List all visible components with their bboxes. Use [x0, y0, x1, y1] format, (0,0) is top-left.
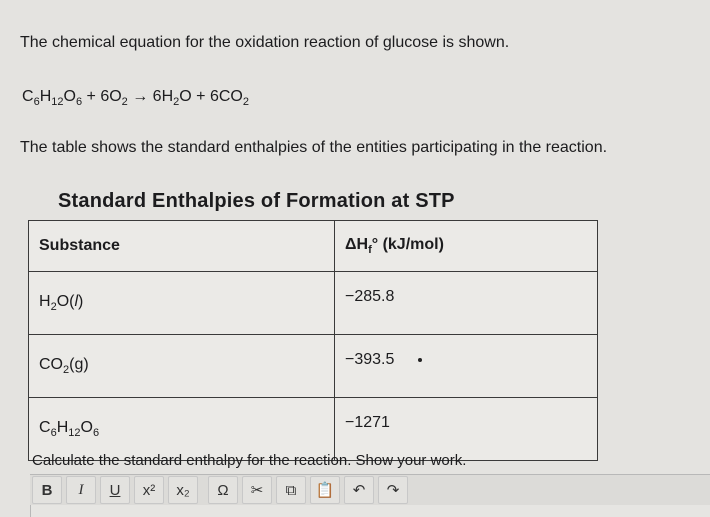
table-description: The table shows the standard enthalpies of the entities participating in the reaction.	[20, 139, 608, 156]
table-row	[29, 272, 598, 335]
table-header-row	[29, 221, 598, 272]
table-title: Standard Enthalpies of Formation at STP	[58, 190, 455, 212]
special-character-button[interactable]: Ω	[208, 476, 238, 504]
editor-toolbar	[30, 474, 710, 506]
table-row	[29, 335, 598, 398]
enthalpy-value: −393.5	[335, 335, 598, 398]
copy-icon[interactable]: ⧉	[276, 476, 306, 504]
paste-icon[interactable]: 📋	[310, 476, 340, 504]
superscript-button[interactable]: x²	[134, 476, 164, 504]
enthalpy-value: −1271	[335, 398, 598, 461]
italic-button[interactable]: I	[66, 476, 96, 504]
intro-text: The chemical equation for the oxidation reaction of glucose is shown.	[20, 34, 510, 51]
bold-button[interactable]: B	[32, 476, 62, 504]
redo-icon[interactable]: ↷	[378, 476, 408, 504]
undo-icon[interactable]: ↶	[344, 476, 374, 504]
stray-dot	[418, 358, 422, 362]
reaction-arrow: →	[127, 88, 153, 105]
substance-h2o: $H_2O(l)$	[29, 272, 335, 335]
underline-button[interactable]: U	[100, 476, 130, 504]
subscript-button[interactable]: x₂	[168, 476, 198, 504]
substance-co2: $CO_2(g)$	[29, 335, 335, 398]
cut-icon[interactable]: ✂	[242, 476, 272, 504]
substance-glucose: $C_6H_{12}O_6$	[29, 398, 335, 461]
header-substance: Substance	[29, 221, 335, 272]
answer-editor[interactable]	[30, 505, 710, 517]
chemical-equation: $C_6H_{12}O_6 + 6O_2 \to 6H_2O + 6CO_2$	[22, 88, 249, 109]
enthalpy-table	[28, 220, 598, 461]
enthalpy-value: −285.8	[335, 272, 598, 335]
question-prompt: Calculate the standard enthalpy for the reaction. Show your work.	[32, 452, 467, 469]
header-enthalpy: $\Delta H_f^\circ$ (kJ/mol)	[335, 221, 598, 272]
